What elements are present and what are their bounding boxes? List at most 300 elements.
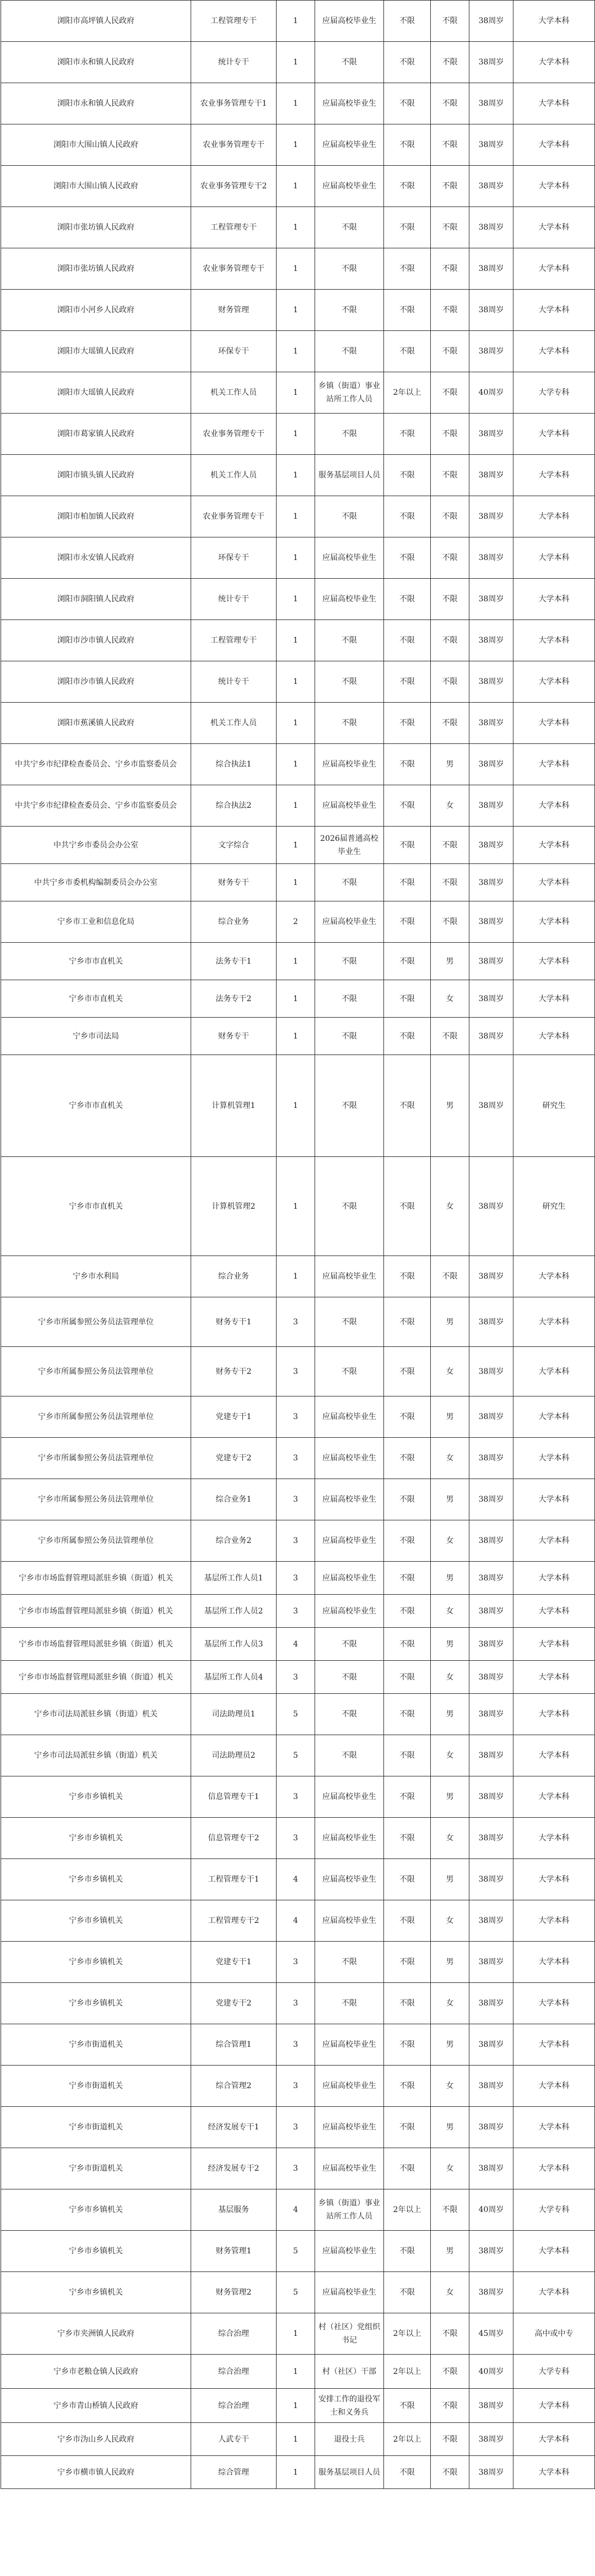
education-cell: 大学本科 [513, 1297, 595, 1347]
education-cell: 大学本科 [513, 827, 595, 864]
position-cell: 综合业务1 [191, 1479, 277, 1520]
education-cell: 大学本科 [513, 1983, 595, 2024]
work-experience-cell: 不限 [384, 943, 431, 980]
candidate-type-cell: 安排工作的退役军士和义务兵 [315, 2389, 384, 2423]
work-experience-cell: 不限 [384, 1628, 431, 1661]
position-cell: 党建专干2 [191, 1983, 277, 2024]
table-row [1, 2066, 595, 2107]
position-cell: 综合执法2 [191, 785, 277, 827]
employer-cell: 中共宁乡市委机构编制委员会办公室 [1, 864, 191, 901]
table-row [1, 1479, 595, 1520]
work-experience-cell: 不限 [384, 1438, 431, 1479]
education-cell: 大学本科 [513, 1256, 595, 1297]
gender-cell: 不限 [431, 537, 469, 579]
work-experience-cell: 不限 [384, 331, 431, 372]
table-row [1, 2389, 595, 2423]
work-experience-cell: 不限 [384, 248, 431, 290]
employer-cell: 宁乡市市场监督管理局派驻乡镇（街道）机关 [1, 1628, 191, 1661]
candidate-type-cell: 应届高校毕业生 [315, 2231, 384, 2272]
work-experience-cell: 不限 [384, 744, 431, 785]
education-cell: 大学本科 [513, 2066, 595, 2107]
gender-cell: 不限 [431, 331, 469, 372]
education-cell: 大学本科 [513, 166, 595, 207]
candidate-type-cell: 不限 [315, 620, 384, 661]
employer-cell: 浏阳市沙市镇人民政府 [1, 661, 191, 703]
position-cell: 综合管理1 [191, 2024, 277, 2066]
candidate-type-cell: 不限 [315, 248, 384, 290]
age-limit-cell: 38周岁 [469, 1900, 513, 1942]
employer-cell: 宁乡市街道机关 [1, 2107, 191, 2148]
candidate-type-cell: 不限 [315, 1983, 384, 2024]
work-experience-cell: 不限 [384, 2389, 431, 2423]
employer-cell: 浏阳市小河乡人民政府 [1, 290, 191, 331]
table-row [1, 2231, 595, 2272]
quota-cell: 3 [277, 1562, 315, 1595]
employer-cell: 宁乡市青山桥镇人民政府 [1, 2389, 191, 2423]
education-cell: 大学本科 [513, 1018, 595, 1055]
employer-cell: 宁乡市所属参照公务员法管理单位 [1, 1479, 191, 1520]
education-cell: 大学本科 [513, 901, 595, 943]
gender-cell: 不限 [431, 83, 469, 124]
employer-cell: 宁乡市乡镇机关 [1, 1776, 191, 1818]
age-limit-cell: 38周岁 [469, 1396, 513, 1438]
candidate-type-cell: 应届高校毕业生 [315, 124, 384, 166]
position-cell: 统计专干 [191, 661, 277, 703]
quota-cell: 1 [277, 661, 315, 703]
quota-cell: 3 [277, 2107, 315, 2148]
employer-cell: 宁乡市街道机关 [1, 2066, 191, 2107]
candidate-type-cell: 服务基层项目人员 [315, 455, 384, 496]
age-limit-cell: 38周岁 [469, 124, 513, 166]
table-row [1, 1628, 595, 1661]
table-row [1, 2456, 595, 2489]
position-cell: 工程管理专干 [191, 620, 277, 661]
education-cell: 大学本科 [513, 207, 595, 248]
employer-cell: 浏阳市大围山镇人民政府 [1, 166, 191, 207]
work-experience-cell: 2年以上 [384, 2313, 431, 2355]
employer-cell: 宁乡市乡镇机关 [1, 2231, 191, 2272]
employer-cell: 宁乡市司法局 [1, 1018, 191, 1055]
quota-cell: 4 [277, 2189, 315, 2231]
work-experience-cell: 不限 [384, 1297, 431, 1347]
position-cell: 综合管理 [191, 2456, 277, 2489]
candidate-type-cell: 乡镇（街道）事业站所工作人员 [315, 372, 384, 414]
work-experience-cell: 不限 [384, 579, 431, 620]
quota-cell: 1 [277, 124, 315, 166]
position-cell: 党建专干2 [191, 1438, 277, 1479]
position-cell: 财务管理2 [191, 2272, 277, 2313]
position-cell: 人武专干 [191, 2423, 277, 2456]
position-cell: 工程管理专干 [191, 1, 277, 42]
candidate-type-cell: 应届高校毕业生 [315, 1396, 384, 1438]
education-cell: 大学本科 [513, 1479, 595, 1520]
work-experience-cell: 不限 [384, 1859, 431, 1900]
gender-cell: 不限 [431, 414, 469, 455]
employer-cell: 宁乡市沩山乡人民政府 [1, 2423, 191, 2456]
age-limit-cell: 38周岁 [469, 943, 513, 980]
work-experience-cell: 不限 [384, 1520, 431, 1562]
age-limit-cell: 40周岁 [469, 372, 513, 414]
age-limit-cell: 38周岁 [469, 2066, 513, 2107]
candidate-type-cell: 应届高校毕业生 [315, 1562, 384, 1595]
quota-cell: 3 [277, 1776, 315, 1818]
employer-cell: 宁乡市乡镇机关 [1, 2189, 191, 2231]
quota-cell: 1 [277, 2389, 315, 2423]
position-cell: 统计专干 [191, 579, 277, 620]
candidate-type-cell: 退役士兵 [315, 2423, 384, 2456]
quota-cell: 1 [277, 42, 315, 83]
table-row [1, 2313, 595, 2355]
education-cell: 大学本科 [513, 2231, 595, 2272]
gender-cell: 不限 [431, 864, 469, 901]
gender-cell: 男 [431, 1396, 469, 1438]
candidate-type-cell: 不限 [315, 1628, 384, 1661]
education-cell: 大学本科 [513, 579, 595, 620]
education-cell: 大学本科 [513, 1347, 595, 1396]
table-row [1, 1694, 595, 1735]
candidate-type-cell: 不限 [315, 1694, 384, 1735]
work-experience-cell: 不限 [384, 620, 431, 661]
table-row [1, 1942, 595, 1983]
work-experience-cell: 不限 [384, 1661, 431, 1694]
age-limit-cell: 38周岁 [469, 1859, 513, 1900]
gender-cell: 不限 [431, 620, 469, 661]
work-experience-cell: 不限 [384, 1595, 431, 1628]
position-cell: 财务专干2 [191, 1347, 277, 1396]
age-limit-cell: 38周岁 [469, 1055, 513, 1157]
candidate-type-cell: 不限 [315, 1055, 384, 1157]
education-cell: 大学本科 [513, 1628, 595, 1661]
candidate-type-cell: 应届高校毕业生 [315, 1438, 384, 1479]
work-experience-cell: 不限 [384, 1562, 431, 1595]
gender-cell: 女 [431, 2148, 469, 2189]
candidate-type-cell: 不限 [315, 703, 384, 744]
employer-cell: 宁乡市市场监督管理局派驻乡镇（街道）机关 [1, 1661, 191, 1694]
gender-cell: 女 [431, 2272, 469, 2313]
quota-cell: 3 [277, 2148, 315, 2189]
age-limit-cell: 38周岁 [469, 864, 513, 901]
education-cell: 大学本科 [513, 537, 595, 579]
candidate-type-cell: 不限 [315, 864, 384, 901]
gender-cell: 女 [431, 1438, 469, 1479]
age-limit-cell: 38周岁 [469, 290, 513, 331]
table-row [1, 1018, 595, 1055]
table-row [1, 1661, 595, 1694]
gender-cell: 男 [431, 2231, 469, 2272]
position-cell: 工程管理专干2 [191, 1900, 277, 1942]
table-row [1, 620, 595, 661]
quota-cell: 5 [277, 2272, 315, 2313]
age-limit-cell: 38周岁 [469, 2148, 513, 2189]
gender-cell: 男 [431, 1694, 469, 1735]
employer-cell: 宁乡市夹洲镇人民政府 [1, 2313, 191, 2355]
table-row [1, 901, 595, 943]
employer-cell: 浏阳市葛家镇人民政府 [1, 414, 191, 455]
quota-cell: 1 [277, 1055, 315, 1157]
education-cell: 大学本科 [513, 1942, 595, 1983]
age-limit-cell: 40周岁 [469, 2189, 513, 2231]
position-cell: 法务专干2 [191, 980, 277, 1018]
position-cell: 基层所工作人员2 [191, 1595, 277, 1628]
position-cell: 财务管理 [191, 290, 277, 331]
table-row [1, 1396, 595, 1438]
gender-cell: 不限 [431, 248, 469, 290]
gender-cell: 不限 [431, 703, 469, 744]
work-experience-cell: 不限 [384, 1818, 431, 1859]
table-row [1, 703, 595, 744]
employer-cell: 宁乡市水利局 [1, 1256, 191, 1297]
education-cell: 大学本科 [513, 1900, 595, 1942]
age-limit-cell: 38周岁 [469, 1694, 513, 1735]
age-limit-cell: 38周岁 [469, 1479, 513, 1520]
recruitment-positions-table [1, 0, 595, 2489]
work-experience-cell: 不限 [384, 1735, 431, 1776]
employer-cell: 宁乡市司法局派驻乡镇（街道）机关 [1, 1694, 191, 1735]
position-cell: 计算机管理1 [191, 1055, 277, 1157]
gender-cell: 女 [431, 980, 469, 1018]
table-row [1, 1562, 595, 1595]
gender-cell: 女 [431, 1818, 469, 1859]
gender-cell: 男 [431, 1055, 469, 1157]
candidate-type-cell: 不限 [315, 207, 384, 248]
age-limit-cell: 38周岁 [469, 744, 513, 785]
gender-cell: 不限 [431, 2355, 469, 2389]
table-row [1, 331, 595, 372]
table-row [1, 2355, 595, 2389]
education-cell: 研究生 [513, 1055, 595, 1157]
table-row [1, 1735, 595, 1776]
gender-cell: 男 [431, 2107, 469, 2148]
quota-cell: 5 [277, 1735, 315, 1776]
age-limit-cell: 38周岁 [469, 2107, 513, 2148]
table-row [1, 579, 595, 620]
employer-cell: 浏阳市镇头镇人民政府 [1, 455, 191, 496]
candidate-type-cell: 不限 [315, 1942, 384, 1983]
work-experience-cell: 不限 [384, 290, 431, 331]
work-experience-cell: 不限 [384, 785, 431, 827]
age-limit-cell: 38周岁 [469, 1297, 513, 1347]
age-limit-cell: 38周岁 [469, 1942, 513, 1983]
gender-cell: 男 [431, 1859, 469, 1900]
table-row [1, 2107, 595, 2148]
education-cell: 大学本科 [513, 331, 595, 372]
quota-cell: 1 [277, 943, 315, 980]
table-row [1, 83, 595, 124]
education-cell: 大学本科 [513, 2456, 595, 2489]
quota-cell: 3 [277, 1479, 315, 1520]
position-cell: 综合管理2 [191, 2066, 277, 2107]
education-cell: 大学专科 [513, 2189, 595, 2231]
candidate-type-cell: 应届高校毕业生 [315, 83, 384, 124]
gender-cell: 不限 [431, 579, 469, 620]
gender-cell: 女 [431, 1983, 469, 2024]
gender-cell: 不限 [431, 901, 469, 943]
gender-cell: 男 [431, 2024, 469, 2066]
employer-cell: 宁乡市市场监督管理局派驻乡镇（街道）机关 [1, 1595, 191, 1628]
candidate-type-cell: 应届高校毕业生 [315, 1, 384, 42]
table-row [1, 207, 595, 248]
age-limit-cell: 38周岁 [469, 1595, 513, 1628]
gender-cell: 女 [431, 785, 469, 827]
quota-cell: 1 [277, 2423, 315, 2456]
table-row [1, 1438, 595, 1479]
work-experience-cell: 不限 [384, 2024, 431, 2066]
education-cell: 大学本科 [513, 661, 595, 703]
education-cell: 大学本科 [513, 2272, 595, 2313]
position-cell: 党建专干1 [191, 1396, 277, 1438]
quota-cell: 1 [277, 414, 315, 455]
employer-cell: 宁乡市工业和信息化局 [1, 901, 191, 943]
work-experience-cell: 不限 [384, 1018, 431, 1055]
employer-cell: 浏阳市永和镇人民政府 [1, 42, 191, 83]
employer-cell: 宁乡市乡镇机关 [1, 1942, 191, 1983]
education-cell: 大学本科 [513, 744, 595, 785]
quota-cell: 1 [277, 1157, 315, 1256]
education-cell: 大学本科 [513, 414, 595, 455]
table-row [1, 1983, 595, 2024]
age-limit-cell: 40周岁 [469, 2355, 513, 2389]
table-row [1, 943, 595, 980]
position-cell: 机关工作人员 [191, 372, 277, 414]
position-cell: 综合治理 [191, 2313, 277, 2355]
position-cell: 综合业务 [191, 1256, 277, 1297]
position-cell: 综合业务 [191, 901, 277, 943]
employer-cell: 宁乡市街道机关 [1, 2024, 191, 2066]
employer-cell: 宁乡市乡镇机关 [1, 2272, 191, 2313]
table-row [1, 372, 595, 414]
quota-cell: 3 [277, 1661, 315, 1694]
position-cell: 财务专干 [191, 864, 277, 901]
table-row [1, 864, 595, 901]
age-limit-cell: 38周岁 [469, 83, 513, 124]
age-limit-cell: 45周岁 [469, 2313, 513, 2355]
candidate-type-cell: 应届高校毕业生 [315, 2066, 384, 2107]
age-limit-cell: 38周岁 [469, 455, 513, 496]
gender-cell: 女 [431, 1347, 469, 1396]
table-row [1, 980, 595, 1018]
candidate-type-cell: 不限 [315, 331, 384, 372]
candidate-type-cell: 应届高校毕业生 [315, 1859, 384, 1900]
employer-cell: 宁乡市市直机关 [1, 1157, 191, 1256]
age-limit-cell: 38周岁 [469, 703, 513, 744]
employer-cell: 宁乡市街道机关 [1, 2148, 191, 2189]
employer-cell: 宁乡市市直机关 [1, 1055, 191, 1157]
employer-cell: 宁乡市乡镇机关 [1, 1900, 191, 1942]
gender-cell: 男 [431, 1297, 469, 1347]
age-limit-cell: 38周岁 [469, 1735, 513, 1776]
candidate-type-cell: 应届高校毕业生 [315, 2107, 384, 2148]
gender-cell: 不限 [431, 661, 469, 703]
employer-cell: 宁乡市老粮仓镇人民政府 [1, 2355, 191, 2389]
quota-cell: 1 [277, 2313, 315, 2355]
employer-cell: 浏阳市大围山镇人民政府 [1, 124, 191, 166]
employer-cell: 宁乡市乡镇机关 [1, 1859, 191, 1900]
work-experience-cell: 2年以上 [384, 2189, 431, 2231]
gender-cell: 不限 [431, 372, 469, 414]
quota-cell: 1 [277, 372, 315, 414]
work-experience-cell: 不限 [384, 1942, 431, 1983]
age-limit-cell: 38周岁 [469, 2024, 513, 2066]
gender-cell: 男 [431, 1562, 469, 1595]
gender-cell: 女 [431, 1595, 469, 1628]
education-cell: 大学本科 [513, 2423, 595, 2456]
gender-cell: 不限 [431, 496, 469, 537]
position-cell: 经济发展专干2 [191, 2148, 277, 2189]
position-cell: 机关工作人员 [191, 703, 277, 744]
candidate-type-cell: 应届高校毕业生 [315, 1776, 384, 1818]
employer-cell: 宁乡市所属参照公务员法管理单位 [1, 1520, 191, 1562]
work-experience-cell: 不限 [384, 496, 431, 537]
candidate-type-cell: 不限 [315, 980, 384, 1018]
candidate-type-cell: 不限 [315, 1297, 384, 1347]
employer-cell: 中共宁乡市委员会办公室 [1, 827, 191, 864]
age-limit-cell: 38周岁 [469, 1256, 513, 1297]
employer-cell: 浏阳市大瑶镇人民政府 [1, 372, 191, 414]
work-experience-cell: 不限 [384, 537, 431, 579]
gender-cell: 女 [431, 2066, 469, 2107]
candidate-type-cell: 不限 [315, 943, 384, 980]
work-experience-cell: 不限 [384, 980, 431, 1018]
age-limit-cell: 38周岁 [469, 1983, 513, 2024]
quota-cell: 1 [277, 785, 315, 827]
table-row [1, 248, 595, 290]
quota-cell: 3 [277, 1520, 315, 1562]
gender-cell: 不限 [431, 207, 469, 248]
gender-cell: 男 [431, 1628, 469, 1661]
age-limit-cell: 38周岁 [469, 1776, 513, 1818]
table-row [1, 414, 595, 455]
gender-cell: 不限 [431, 455, 469, 496]
table-row [1, 1055, 595, 1157]
gender-cell: 男 [431, 1776, 469, 1818]
quota-cell: 3 [277, 1818, 315, 1859]
candidate-type-cell: 应届高校毕业生 [315, 1520, 384, 1562]
candidate-type-cell: 不限 [315, 496, 384, 537]
education-cell: 大学本科 [513, 2024, 595, 2066]
education-cell: 大学专科 [513, 2355, 595, 2389]
employer-cell: 浏阳市张坊镇人民政府 [1, 248, 191, 290]
quota-cell: 1 [277, 290, 315, 331]
employer-cell: 浏阳市柏加镇人民政府 [1, 496, 191, 537]
table-row [1, 2272, 595, 2313]
gender-cell: 不限 [431, 290, 469, 331]
work-experience-cell: 不限 [384, 864, 431, 901]
position-cell: 综合治理 [191, 2389, 277, 2423]
age-limit-cell: 38周岁 [469, 2231, 513, 2272]
gender-cell: 不限 [431, 2189, 469, 2231]
table-row [1, 290, 595, 331]
candidate-type-cell: 不限 [315, 1735, 384, 1776]
age-limit-cell: 38周岁 [469, 2272, 513, 2313]
education-cell: 大学本科 [513, 496, 595, 537]
quota-cell: 1 [277, 579, 315, 620]
quota-cell: 2 [277, 901, 315, 943]
gender-cell: 不限 [431, 2423, 469, 2456]
table-row [1, 2423, 595, 2456]
employer-cell: 宁乡市所属参照公务员法管理单位 [1, 1347, 191, 1396]
quota-cell: 1 [277, 864, 315, 901]
education-cell: 大学专科 [513, 372, 595, 414]
age-limit-cell: 38周岁 [469, 496, 513, 537]
gender-cell: 女 [431, 1900, 469, 1942]
gender-cell: 不限 [431, 124, 469, 166]
table-row [1, 1818, 595, 1859]
position-cell: 司法助理员1 [191, 1694, 277, 1735]
candidate-type-cell: 应届高校毕业生 [315, 579, 384, 620]
candidate-type-cell: 不限 [315, 661, 384, 703]
age-limit-cell: 38周岁 [469, 1520, 513, 1562]
table-row [1, 2189, 595, 2231]
